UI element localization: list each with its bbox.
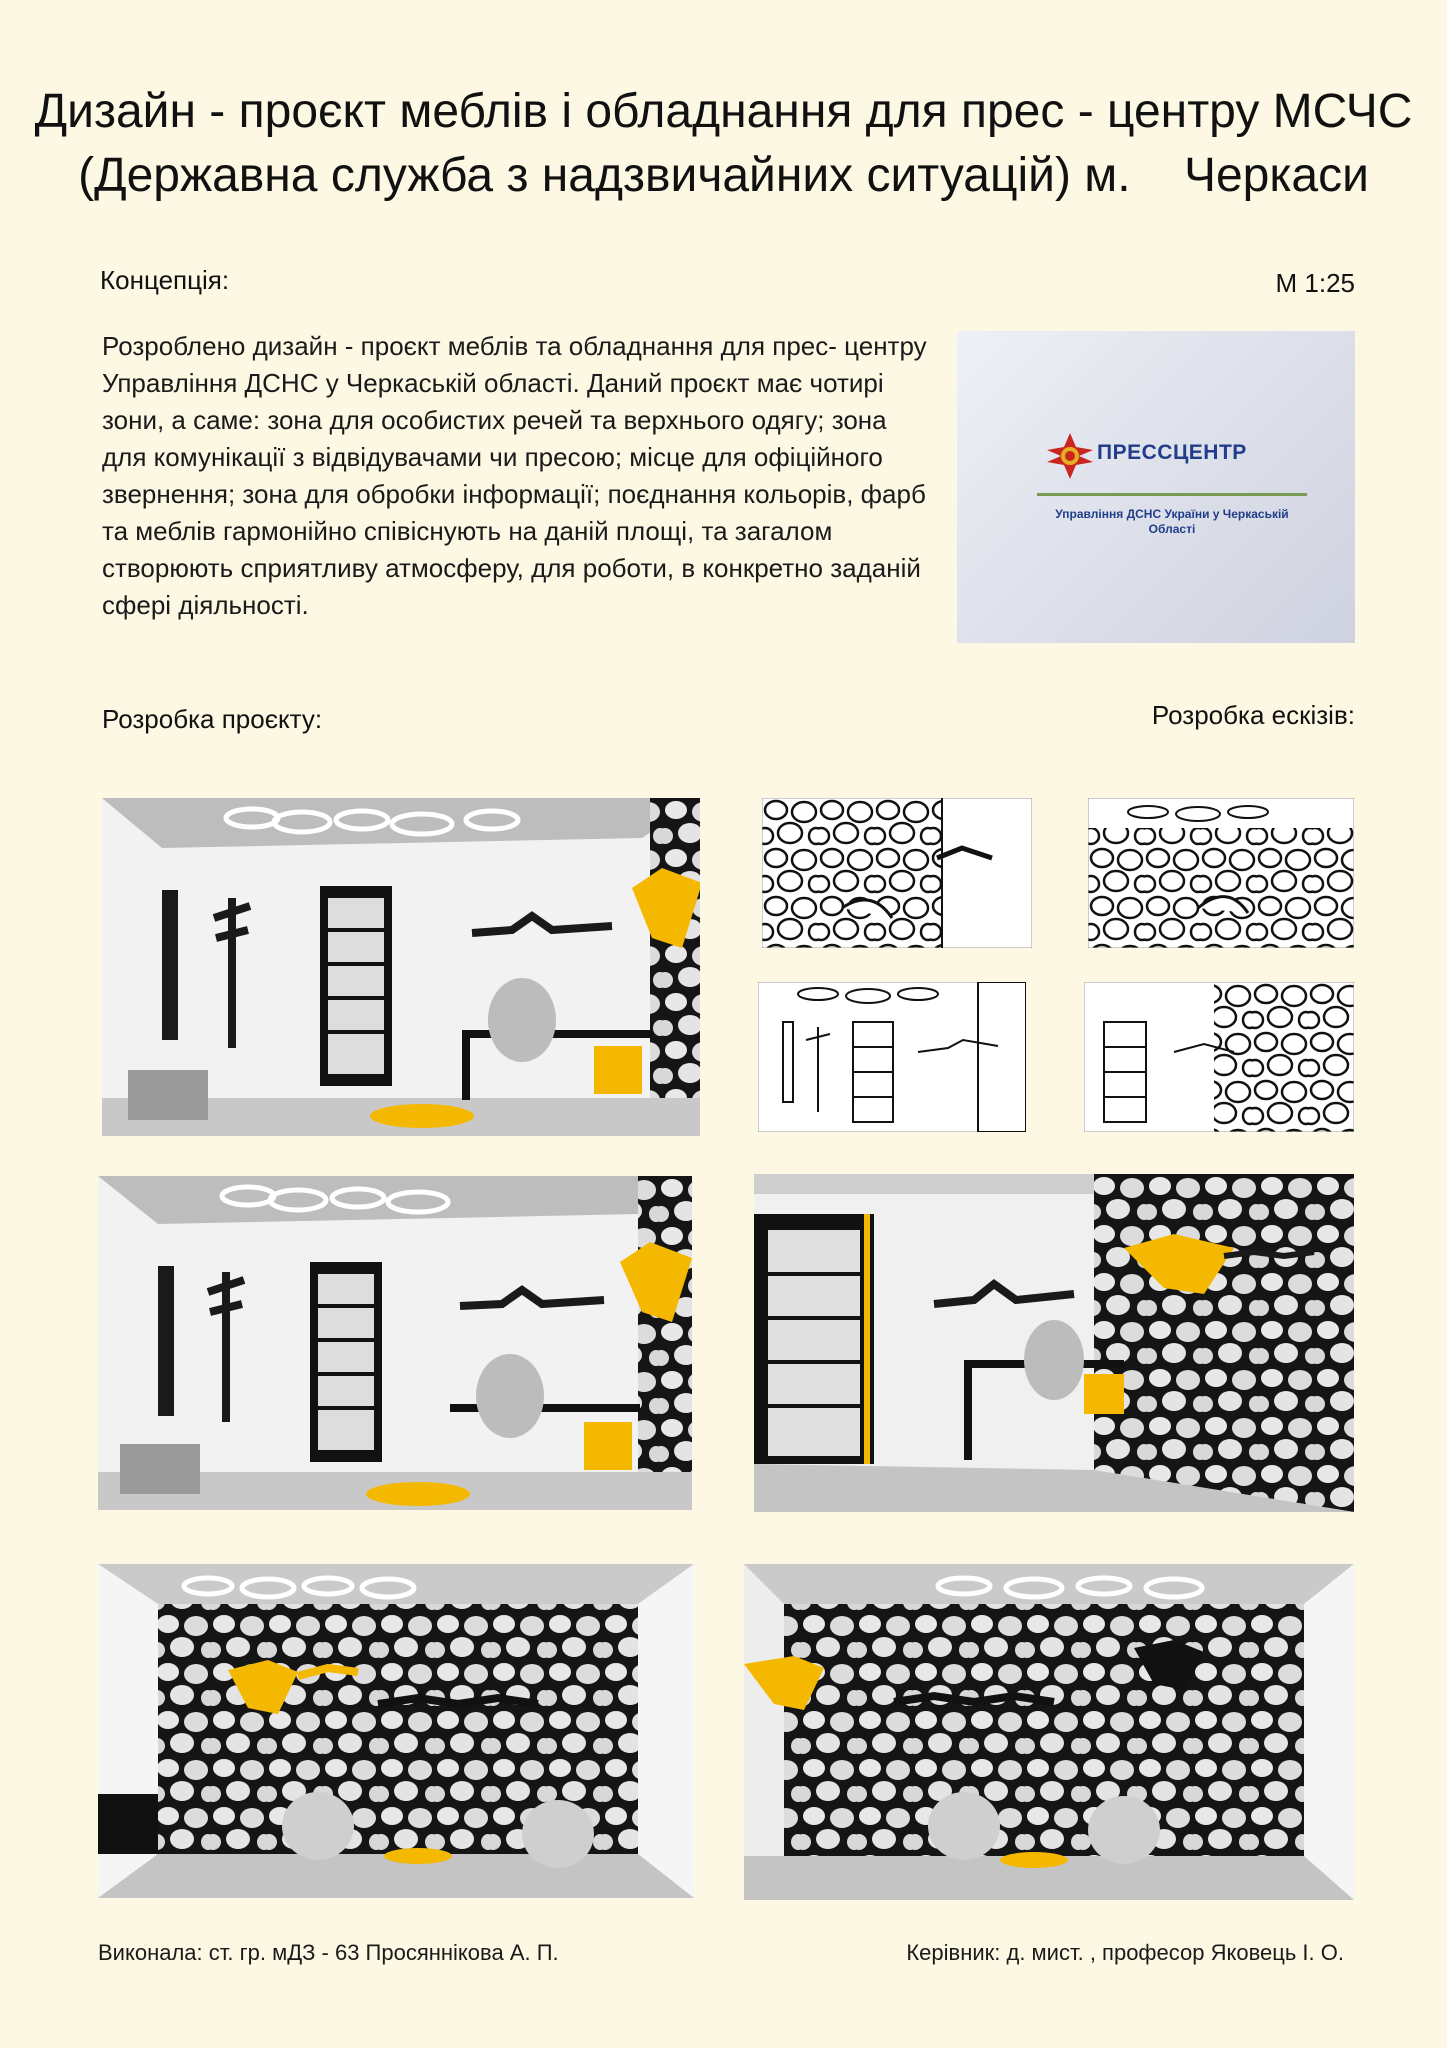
concept-text: Розроблено дизайн - проєкт меблів та обладнання для прес- центру Управління ДСНС у Черкаській області. Даний проєкт має чотирі зони, а саме: зона для особистих речей та верхнього одягу; зона для комунікації з відвідувачами чи пресою; місце для офіційного звернення; зона для обробки інформації; поєднання кольорів, фарб та меблів гармонійно співіснують на даній площі, та загалом створюють сприятливу атмосферу, для роботи, в конкретно заданій сфері діяльності. [102,331,927,620]
project-section-heading: Розробка проєкту: [102,704,323,734]
concept-heading: Концепція: [100,265,230,295]
logo-subtitle: Управління ДСНС України у Черкаській Області [1055,507,1289,536]
logo-title: ПРЕССЦЕНТР [1097,441,1247,464]
title-line-1: Дизайн - проєкт меблів і обладнання для прес - центру МСЧС [34,85,1413,138]
logo-divider [1037,493,1307,496]
sketches-section-heading: Розробка ескізів: [1151,700,1355,730]
sketch-2 [1088,798,1354,948]
render-room-view-4 [98,1564,694,1898]
scale-label: М 1:25 [1275,268,1355,298]
render-room-view-2 [98,1176,692,1510]
render-room-view-5 [744,1564,1354,1900]
title-line-2: (Державна служба з надзвичайних ситуацій) м. Черкаси [78,149,1369,202]
sketch-4 [1084,982,1354,1132]
press-center-logo-image [957,331,1355,643]
sketch-1 [762,798,1032,948]
render-room-view-3 [754,1174,1354,1512]
page-title [0,80,1447,208]
sketch-3 [758,982,1026,1132]
supervisor-credit: Керівник: д. мист. , професор Яковець І. О. [906,1940,1344,1965]
rescue-emblem-icon [1045,431,1095,481]
author-credit: Виконала: ст. гр. мДЗ - 63 Просяннікова А. П. [98,1940,559,1965]
render-room-view-1 [102,798,700,1136]
